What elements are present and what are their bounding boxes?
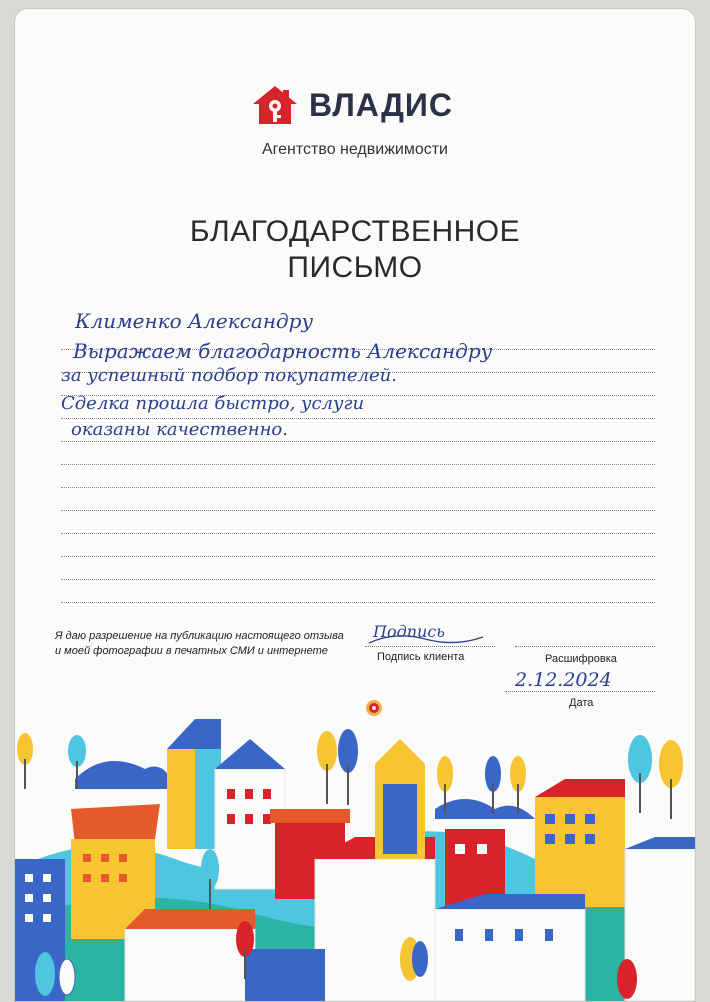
date-line <box>505 691 655 692</box>
date-label: Дата <box>569 697 594 709</box>
house-key-logo-icon <box>251 84 299 126</box>
brand-subtitle: Агентство недвижимости <box>262 141 448 158</box>
handwritten-line-1: Выражаем благодарность Александру <box>73 339 493 363</box>
transcript-line <box>515 646 655 647</box>
publication-consent <box>55 629 355 659</box>
writing-line <box>61 557 655 580</box>
handwritten-line-2: за успешный подбор покупателей. <box>61 365 397 386</box>
writing-line <box>61 534 655 557</box>
signature-label: Подпись клиента <box>377 651 465 663</box>
writing-line <box>61 442 655 465</box>
handwritten-date: 2.12.2024 <box>515 669 612 691</box>
brand-name: ВЛАДИС <box>309 87 453 123</box>
letter-sheet <box>14 8 696 1002</box>
consent-line-2: и моей фотографии в печатных СМИ и интернете <box>55 645 328 657</box>
letter-title <box>15 214 695 286</box>
consent-line-1: Я даю разрешение на публикацию настоящего отзыва <box>55 630 344 642</box>
writing-line <box>61 511 655 534</box>
title-line-1: БЛАГОДАРСТВЕННОЕ <box>189 215 521 248</box>
handwritten-line-4: оказаны качественно. <box>71 419 288 440</box>
client-signature: Подпись <box>373 622 446 641</box>
signature-flourish-icon <box>365 629 485 649</box>
writing-line <box>61 580 655 603</box>
title-line-2: ПИСЬМО <box>287 251 423 284</box>
writing-line <box>61 465 655 488</box>
city-illustration <box>15 709 695 1001</box>
handwritten-name: Клименко Александру <box>75 309 314 333</box>
writing-line <box>61 488 655 511</box>
handwritten-line-3: Сделка прошла быстро, услуги <box>61 393 365 414</box>
transcript-label: Расшифровка <box>545 653 617 665</box>
